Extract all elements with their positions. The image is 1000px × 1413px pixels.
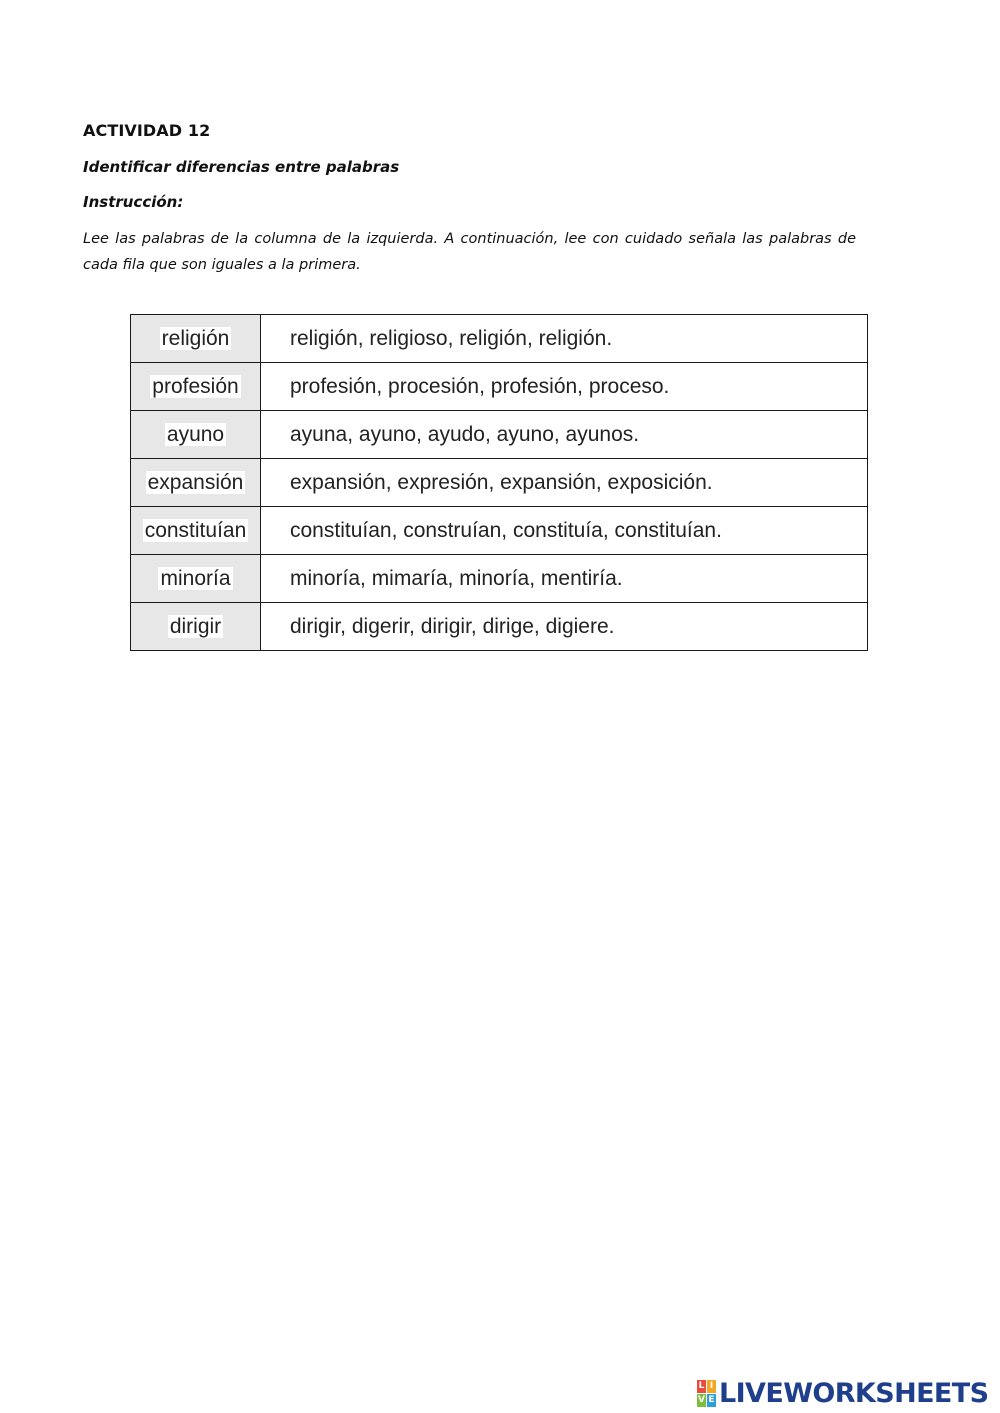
- reference-word-cell: [131, 363, 261, 411]
- word-options[interactable]: religión, religioso, religión, religión.: [261, 315, 868, 363]
- reference-word: ayuno: [166, 422, 225, 446]
- table-row: [131, 315, 868, 363]
- word-options[interactable]: dirigir, digerir, dirigir, dirige, digiere.: [261, 603, 868, 651]
- word-options[interactable]: profesión, procesión, profesión, proceso.: [261, 363, 868, 411]
- logo-text: LIVEWORKSHEETS: [719, 1377, 989, 1409]
- table-row: [131, 363, 868, 411]
- reference-word-cell: [131, 507, 261, 555]
- reference-word: dirigir: [169, 614, 222, 638]
- instruction-text: Lee las palabras de la columna de la izquierda. A continuación, lee con cuidado señala las palabras de cada fila que son iguales a la primera.: [83, 231, 856, 273]
- word-options[interactable]: constituían, construían, constituía, constituían.: [261, 507, 868, 555]
- logo-letter-v: V: [698, 1394, 705, 1405]
- logo-letter-e: E: [708, 1394, 715, 1405]
- table-row: [131, 507, 868, 555]
- reference-word-cell: [131, 555, 261, 603]
- reference-word-cell: [131, 315, 261, 363]
- reference-word: minoría: [160, 566, 231, 590]
- reference-word: profesión: [152, 374, 239, 398]
- logo-letter-l: L: [698, 1380, 705, 1391]
- activity-subtitle: Identificar diferencias entre palabras: [83, 158, 400, 176]
- reference-word: expansión: [147, 470, 244, 494]
- logo-letter-i: I: [707, 1380, 716, 1393]
- reference-word-cell: [131, 411, 261, 459]
- reference-word: religión: [161, 326, 230, 350]
- table-row: [131, 603, 868, 651]
- reference-word-cell: [131, 459, 261, 507]
- table-row: [131, 555, 868, 603]
- reference-word-cell: [131, 603, 261, 651]
- activity-heading: ACTIVIDAD 12: [83, 121, 211, 140]
- word-comparison-table: [130, 314, 868, 651]
- word-options[interactable]: minoría, mimaría, minoría, mentiría.: [261, 555, 868, 603]
- instruction-label: Instrucción:: [83, 193, 184, 211]
- table-row: [131, 459, 868, 507]
- liveworksheets-logo-icon: [697, 1380, 716, 1407]
- table-row: [131, 411, 868, 459]
- word-options[interactable]: expansión, expresión, expansión, exposición.: [261, 459, 868, 507]
- reference-word: constituían: [144, 518, 247, 542]
- word-options[interactable]: ayuna, ayuno, ayudo, ayuno, ayunos.: [261, 411, 868, 459]
- liveworksheets-logo: [697, 1378, 988, 1408]
